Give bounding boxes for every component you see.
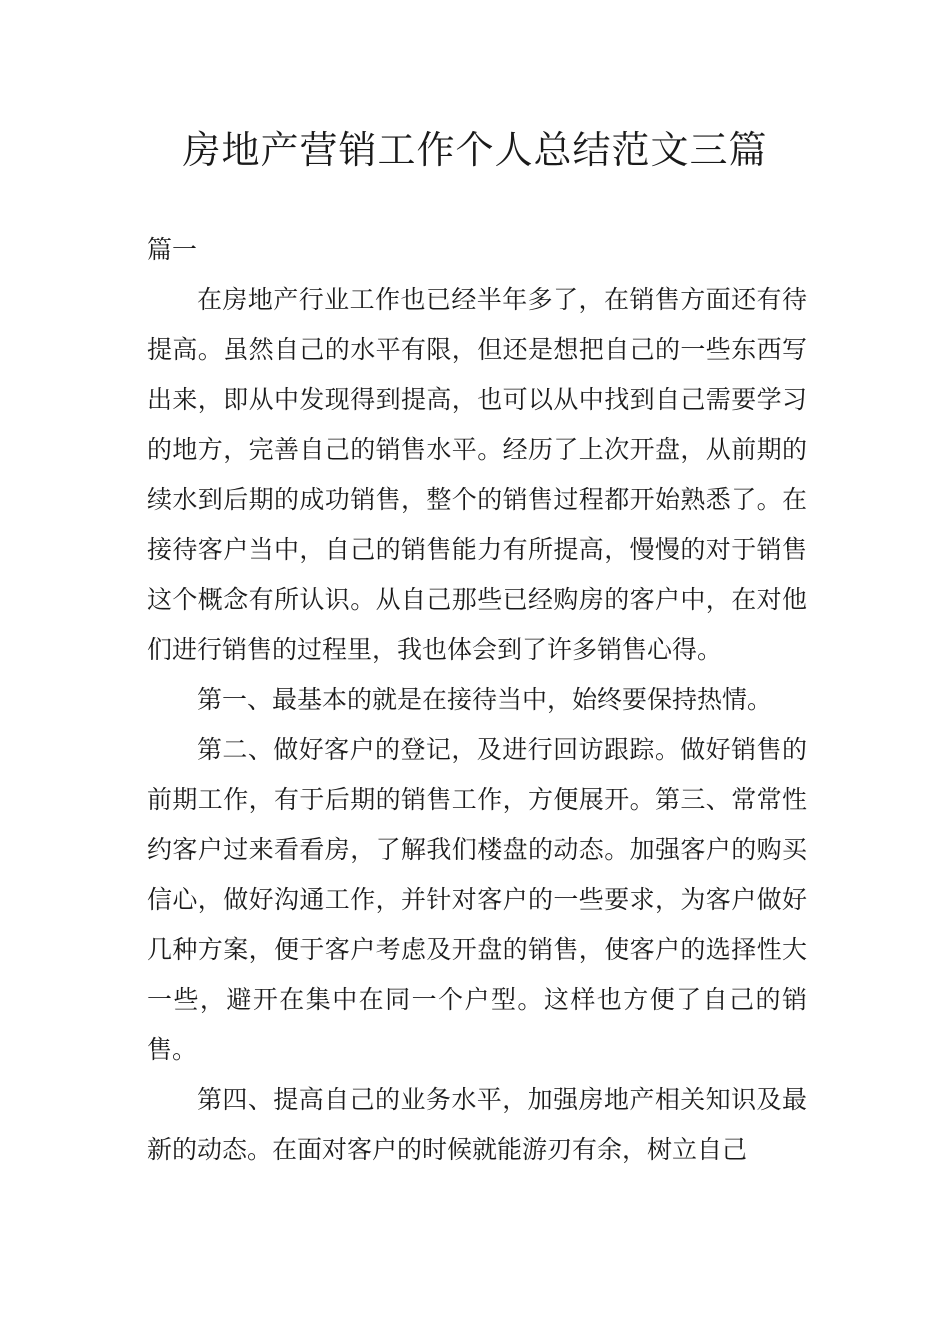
section-label: 篇一	[147, 235, 198, 264]
paragraph-intro: 在房地产行业工作也已经半年多了，在销售方面还有待提高。虽然自己的水平有限，但还是想把自己的一些东西写出来，即从中发现得到提高，也可以从中找到自己需要学习的地方，完善自己的销售水平。经历了上次开盘，从前期的续水到后期的成功销售，整个的销售过程都开始熟悉了。在接待客户当中，自己的销售能力有所提高，慢慢的对于销售这个概念有所认识。从自己那些已经购房的客户中，在对他们进行销售的过程里，我也体会到了许多销售心得。	[147, 285, 807, 664]
document-body	[147, 225, 807, 1175]
document-title: 房地产营销工作个人总结范文三篇	[182, 128, 768, 172]
paragraph-point-two-three: 第二、做好客户的登记，及进行回访跟踪。做好销售的前期工作，有于后期的销售工作，方便展开。第三、常常性约客户过来看看房，了解我们楼盘的动态。加强客户的购买信心，做好沟通工作，并针对客户的一些要求，为客户做好几种方案，便于客户考虑及开盘的销售，使客户的选择性大一些，避开在集中在同一个户型。这样也方便了自己的销售。	[147, 735, 807, 1064]
paragraph-point-one: 第一、最基本的就是在接待当中，始终要保持热情。	[197, 685, 773, 714]
paragraph-point-four: 第四、提高自己的业务水平，加强房地产相关知识及最新的动态。在面对客户的时候就能游刃有余，树立自己	[147, 1085, 807, 1164]
